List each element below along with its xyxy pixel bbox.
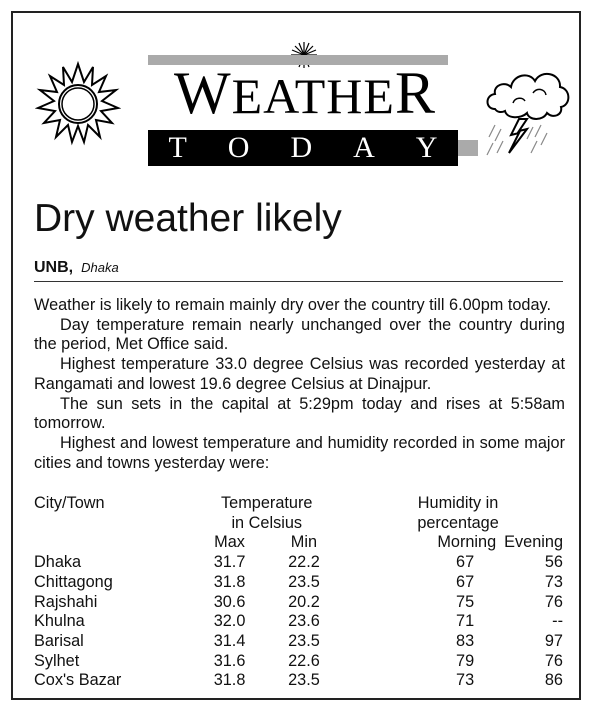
byline bbox=[34, 259, 119, 277]
cell-max: 31.8 bbox=[213, 572, 246, 591]
cell-max: 31.4 bbox=[213, 631, 246, 650]
cell-max: 31.8 bbox=[213, 671, 246, 690]
cell-min: 23.5 bbox=[288, 572, 320, 591]
table-row bbox=[34, 671, 565, 691]
masthead-letters: EATHE bbox=[231, 68, 395, 124]
masthead-title bbox=[152, 60, 458, 126]
byline-place: Dhaka bbox=[81, 260, 119, 275]
cell-morning: 67 bbox=[456, 553, 475, 572]
subheader-max: Max bbox=[214, 533, 245, 552]
header-city: City/Town bbox=[34, 494, 105, 512]
table-row bbox=[34, 573, 565, 593]
today-letter: T bbox=[168, 131, 187, 164]
table-row bbox=[34, 612, 565, 632]
cell-evening: 56 bbox=[544, 553, 563, 572]
article-body bbox=[34, 296, 565, 473]
cell-city: Chittagong bbox=[34, 572, 113, 591]
subheader-morning: Morning bbox=[437, 533, 497, 552]
cell-evening: 76 bbox=[544, 592, 563, 611]
cell-min: 23.5 bbox=[288, 631, 320, 650]
today-letter: D bbox=[290, 131, 313, 164]
headline: Dry weather likely bbox=[34, 197, 342, 240]
cell-morning: 79 bbox=[456, 651, 475, 670]
cell-city: Barisal bbox=[34, 631, 84, 650]
masthead-letters: W bbox=[174, 60, 232, 126]
cell-evening: 97 bbox=[544, 631, 563, 650]
sun-icon bbox=[35, 61, 121, 147]
subheader-min: Min bbox=[290, 533, 318, 552]
cell-min: 22.6 bbox=[288, 651, 320, 670]
paragraph: Highest temperature 33.0 degree Celsius was recorded yesterday at Rangamati and lowest 19.6 degree Celsius at Dinajpur. bbox=[34, 355, 565, 393]
cell-city: Sylhet bbox=[34, 651, 80, 670]
table-header-row bbox=[34, 514, 565, 534]
weather-table bbox=[34, 494, 565, 691]
paragraph: Highest and lowest temperature and humidity recorded in some major cities and towns yesterday were: bbox=[34, 433, 565, 472]
header-humidity: Humidity in bbox=[417, 494, 499, 512]
cell-max: 31.6 bbox=[213, 651, 246, 670]
table-row bbox=[34, 652, 565, 672]
masthead bbox=[13, 13, 579, 173]
cell-morning: 75 bbox=[456, 592, 475, 611]
paragraph: The sun sets in the capital at 5:29pm today and rises at 5:58am tomorrow. bbox=[34, 394, 565, 433]
today-letter: O bbox=[227, 131, 250, 164]
cell-morning: 71 bbox=[456, 612, 475, 631]
cell-evening: 76 bbox=[544, 651, 563, 670]
table-header-row bbox=[34, 494, 565, 514]
byline-agency: UNB, bbox=[34, 259, 74, 276]
today-letter: A bbox=[353, 131, 375, 164]
cell-min: 23.6 bbox=[288, 612, 320, 631]
divider bbox=[34, 281, 563, 282]
subheader-evening: Evening bbox=[504, 533, 563, 552]
cell-min: 20.2 bbox=[288, 592, 320, 611]
cell-max: 32.0 bbox=[213, 612, 246, 631]
paragraph: Day temperature remain nearly unchanged over the country during the period, Met Office said. bbox=[34, 315, 565, 354]
cell-evening: 73 bbox=[544, 572, 563, 591]
cell-city: Rajshahi bbox=[34, 592, 98, 611]
cell-city: Dhaka bbox=[34, 553, 82, 572]
table-row bbox=[34, 593, 565, 613]
today-letter: Y bbox=[415, 131, 438, 164]
table-row bbox=[34, 553, 565, 573]
table-subheader-row bbox=[34, 533, 565, 553]
cell-evening: 86 bbox=[544, 671, 563, 690]
cell-city: Khulna bbox=[34, 612, 85, 631]
masthead-today-bar bbox=[148, 130, 458, 166]
cell-morning: 83 bbox=[456, 631, 475, 650]
paragraph: Weather is likely to remain mainly dry over the country till 6.00pm today. bbox=[34, 296, 551, 314]
cell-max: 30.6 bbox=[213, 592, 246, 611]
storm-cloud-icon bbox=[483, 63, 573, 158]
cell-evening: -- bbox=[552, 612, 563, 631]
cell-morning: 67 bbox=[456, 572, 475, 591]
masthead-letters: R bbox=[394, 60, 436, 126]
cell-max: 31.7 bbox=[213, 553, 246, 572]
cell-min: 22.2 bbox=[288, 553, 320, 572]
cell-city: Cox's Bazar bbox=[34, 671, 122, 690]
weather-panel bbox=[11, 11, 581, 700]
cell-min: 23.5 bbox=[288, 671, 320, 690]
header-temperature-unit: in Celsius bbox=[231, 513, 303, 532]
header-humidity-unit: percentage bbox=[417, 513, 499, 532]
header-temperature: Temperature bbox=[221, 494, 313, 512]
today-bar-tail bbox=[458, 140, 478, 156]
table-row bbox=[34, 632, 565, 652]
cell-morning: 73 bbox=[456, 671, 475, 690]
